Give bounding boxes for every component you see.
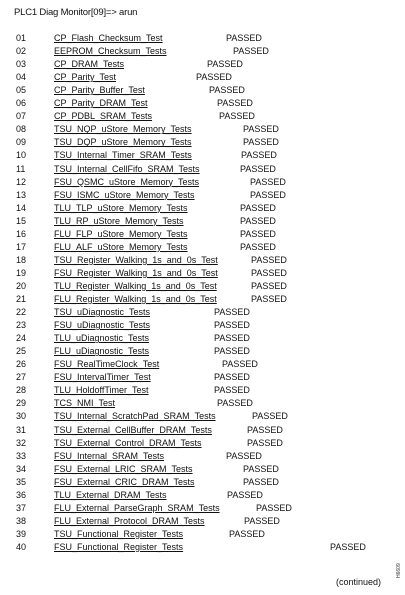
test-name: TSU_Functional_Register_Tests: [54, 528, 184, 539]
test-name: FSU_ISMC_uStore_Memory_Tests: [54, 189, 195, 200]
test-name: TSU_uDiagnostic_Tests: [54, 307, 151, 318]
test-number: 38: [16, 515, 27, 526]
test-number: 03: [16, 59, 27, 70]
test-status: PASSED: [247, 437, 283, 448]
test-name: CP_PDBL_SRAM_Tests: [54, 111, 153, 122]
test-number: 34: [16, 463, 27, 474]
test-row: [0, 149, 405, 162]
test-name: FSU_External_LRIC_SRAM_Tests: [54, 463, 193, 474]
test-status: PASSED: [209, 85, 245, 96]
test-name: TSU_Internal_Timer_SRAM_Tests: [54, 150, 192, 161]
test-row: [0, 267, 405, 280]
test-status: PASSED: [227, 489, 263, 500]
test-name: FSU_IntervalTimer_Test: [54, 372, 151, 383]
test-number: 22: [16, 307, 27, 318]
test-number: 32: [16, 437, 27, 448]
test-name: CP_Parity_DRAM_Test: [54, 98, 148, 109]
test-row: [0, 424, 405, 437]
test-status: PASSED: [214, 320, 250, 331]
test-row: [0, 241, 405, 254]
test-row: [0, 123, 405, 136]
test-name: TLU_TLP_uStore_Memory_Tests: [54, 202, 188, 213]
test-name: TSU_Register_Walking_1s_and_0s_Test: [54, 254, 218, 265]
test-number: 24: [16, 333, 27, 344]
test-name: FLU_FLP_uStore_Memory_Tests: [54, 228, 188, 239]
test-number: 07: [16, 111, 27, 122]
test-row: [0, 371, 405, 384]
test-number: 35: [16, 476, 27, 487]
test-number: 16: [16, 228, 27, 239]
test-name: TSU_Internal_ScratchPad_SRAM_Tests: [54, 411, 216, 422]
test-status: PASSED: [214, 346, 250, 357]
test-status: PASSED: [251, 267, 287, 278]
test-status: PASSED: [247, 424, 283, 435]
test-status: PASSED: [226, 450, 262, 461]
test-number: 10: [16, 150, 27, 161]
test-name: FLU_External_Protocol_DRAM_Tests: [54, 515, 205, 526]
test-number: 05: [16, 85, 27, 96]
test-status: PASSED: [214, 385, 250, 396]
test-number: 15: [16, 215, 27, 226]
test-number: 25: [16, 346, 27, 357]
test-name: FSU_Register_Walking_1s_and_0s_Test: [54, 267, 218, 278]
test-status: PASSED: [240, 215, 276, 226]
test-status: PASSED: [330, 541, 366, 552]
test-name: FSU_RealTimeClock_Test: [54, 359, 160, 370]
continued-label: (continued): [336, 577, 382, 587]
test-row: [0, 202, 405, 215]
test-status: PASSED: [251, 254, 287, 265]
test-name: FLU_Register_Walking_1s_and_0s_Test: [54, 294, 217, 304]
test-row: [0, 280, 405, 293]
test-status: PASSED: [240, 241, 276, 252]
test-status: PASSED: [243, 476, 279, 487]
test-status: PASSED: [217, 398, 253, 409]
test-number: 27: [16, 372, 27, 383]
test-row: [0, 515, 405, 528]
test-row: [0, 384, 405, 397]
test-name: FSU_QSMC_uStore_Memory_Tests: [54, 176, 200, 187]
test-row: [0, 489, 405, 502]
test-name: TSU_NQP_uStore_Memory_Tests: [54, 124, 192, 135]
test-status: PASSED: [251, 280, 287, 291]
test-status: PASSED: [214, 333, 250, 344]
test-name: FSU_Functional_Register_Tests: [54, 541, 184, 552]
test-row: [0, 189, 405, 202]
test-name: TLU_External_DRAM_Tests: [54, 489, 167, 500]
test-row: [0, 502, 405, 515]
test-number: 36: [16, 489, 27, 500]
test-status: PASSED: [240, 228, 276, 239]
test-status: PASSED: [251, 294, 287, 304]
test-status: PASSED: [243, 124, 279, 135]
test-row: [0, 71, 405, 84]
test-name: TSU_DQP_uStore_Memory_Tests: [54, 137, 192, 148]
test-status: PASSED: [256, 502, 292, 513]
test-number: 39: [16, 528, 27, 539]
test-row: [0, 306, 405, 319]
test-status: PASSED: [240, 202, 276, 213]
test-name: FSU_uDiagnostic_Tests: [54, 320, 151, 331]
test-row: [0, 228, 405, 241]
test-number: 20: [16, 280, 27, 291]
test-row: [0, 450, 405, 463]
test-row: [0, 345, 405, 358]
test-number: 19: [16, 267, 27, 278]
test-status: PASSED: [214, 307, 250, 318]
figure-id: H6609: [396, 563, 402, 578]
test-row: [0, 397, 405, 410]
test-status: PASSED: [229, 528, 265, 539]
test-row: [0, 476, 405, 489]
test-name: FLU_ALF_uStore_Memory_Tests: [54, 241, 188, 252]
test-status: PASSED: [207, 59, 243, 70]
test-row: [0, 437, 405, 450]
test-name: FSU_External_CRIC_DRAM_Tests: [54, 476, 195, 487]
test-number: 31: [16, 424, 27, 435]
test-name: TLU_uDiagnostic_Tests: [54, 333, 150, 344]
test-status: PASSED: [240, 163, 276, 174]
test-number: 26: [16, 359, 27, 370]
test-number: 29: [16, 398, 27, 409]
test-name: TLU_RP_uStore_Memory_Tests: [54, 215, 184, 226]
test-row: [0, 541, 405, 554]
test-status: PASSED: [241, 150, 277, 161]
test-row: [0, 319, 405, 332]
test-name: TLU_HoldoffTimer_Test: [54, 385, 149, 396]
test-number: 01: [16, 33, 27, 43]
test-row: [0, 97, 405, 110]
test-name: CP_DRAM_Tests: [54, 59, 125, 70]
test-number: 09: [16, 137, 27, 148]
test-row: [0, 110, 405, 123]
test-row: [0, 293, 405, 306]
test-row: [0, 528, 405, 541]
test-row: [0, 410, 405, 423]
test-name: FSU_Internal_SRAM_Tests: [54, 450, 165, 461]
test-row: [0, 176, 405, 189]
test-number: 02: [16, 46, 27, 57]
test-status: PASSED: [226, 33, 262, 43]
test-status: PASSED: [219, 111, 255, 122]
test-number: 11: [16, 163, 26, 174]
test-row: [0, 32, 405, 45]
test-status: PASSED: [244, 515, 280, 526]
test-row: [0, 215, 405, 228]
test-status: PASSED: [233, 46, 269, 57]
test-name: TSU_External_CellBuffer_DRAM_Tests: [54, 424, 212, 435]
test-name: FLU_uDiagnostic_Tests: [54, 346, 150, 357]
test-number: 13: [16, 189, 27, 200]
test-status: PASSED: [214, 372, 250, 383]
test-number: 12: [16, 176, 27, 187]
test-number: 23: [16, 320, 27, 331]
test-number: 33: [16, 450, 27, 461]
test-status: PASSED: [250, 176, 286, 187]
test-status: PASSED: [252, 411, 288, 422]
test-row: [0, 45, 405, 58]
test-row: [0, 254, 405, 267]
test-number: 14: [16, 202, 27, 213]
test-status: PASSED: [243, 137, 279, 148]
test-number: 40: [16, 541, 27, 552]
test-row: [0, 136, 405, 149]
test-number: 06: [16, 98, 27, 109]
test-number: 17: [16, 241, 27, 252]
test-name: EEPROM_Checksum_Tests: [54, 46, 167, 57]
test-number: 04: [16, 72, 27, 83]
test-name: TSU_Internal_CellFifo_SRAM_Tests: [54, 163, 200, 174]
test-row: [0, 58, 405, 71]
test-row: [0, 84, 405, 97]
test-number: 37: [16, 502, 27, 513]
test-name: CP_Parity_Test: [54, 72, 117, 83]
test-name: TCS_NMI_Test: [54, 398, 116, 409]
test-row: [0, 358, 405, 371]
test-status: PASSED: [196, 72, 232, 83]
test-row: [0, 163, 405, 176]
test-row: [0, 463, 405, 476]
test-status: PASSED: [250, 189, 286, 200]
test-number: 08: [16, 124, 27, 135]
test-status: PASSED: [243, 463, 279, 474]
test-name: TSU_External_Control_DRAM_Tests: [54, 437, 202, 448]
test-name: TLU_Register_Walking_1s_and_0s_Test: [54, 280, 217, 291]
test-status: PASSED: [217, 98, 253, 109]
test-number: 21: [16, 294, 27, 304]
test-number: 28: [16, 385, 27, 396]
test-number: 30: [16, 411, 27, 422]
test-name: FLU_External_ParseGraph_SRAM_Tests: [54, 502, 220, 513]
test-status: PASSED: [222, 359, 258, 370]
console-prompt: PLC1 Diag Monitor[09]=> arun: [14, 7, 138, 18]
test-row: [0, 332, 405, 345]
test-name: CP_Parity_Buffer_Test: [54, 85, 145, 96]
test-number: 18: [16, 254, 27, 265]
test-name: CP_Flash_Checksum_Test: [54, 33, 163, 43]
